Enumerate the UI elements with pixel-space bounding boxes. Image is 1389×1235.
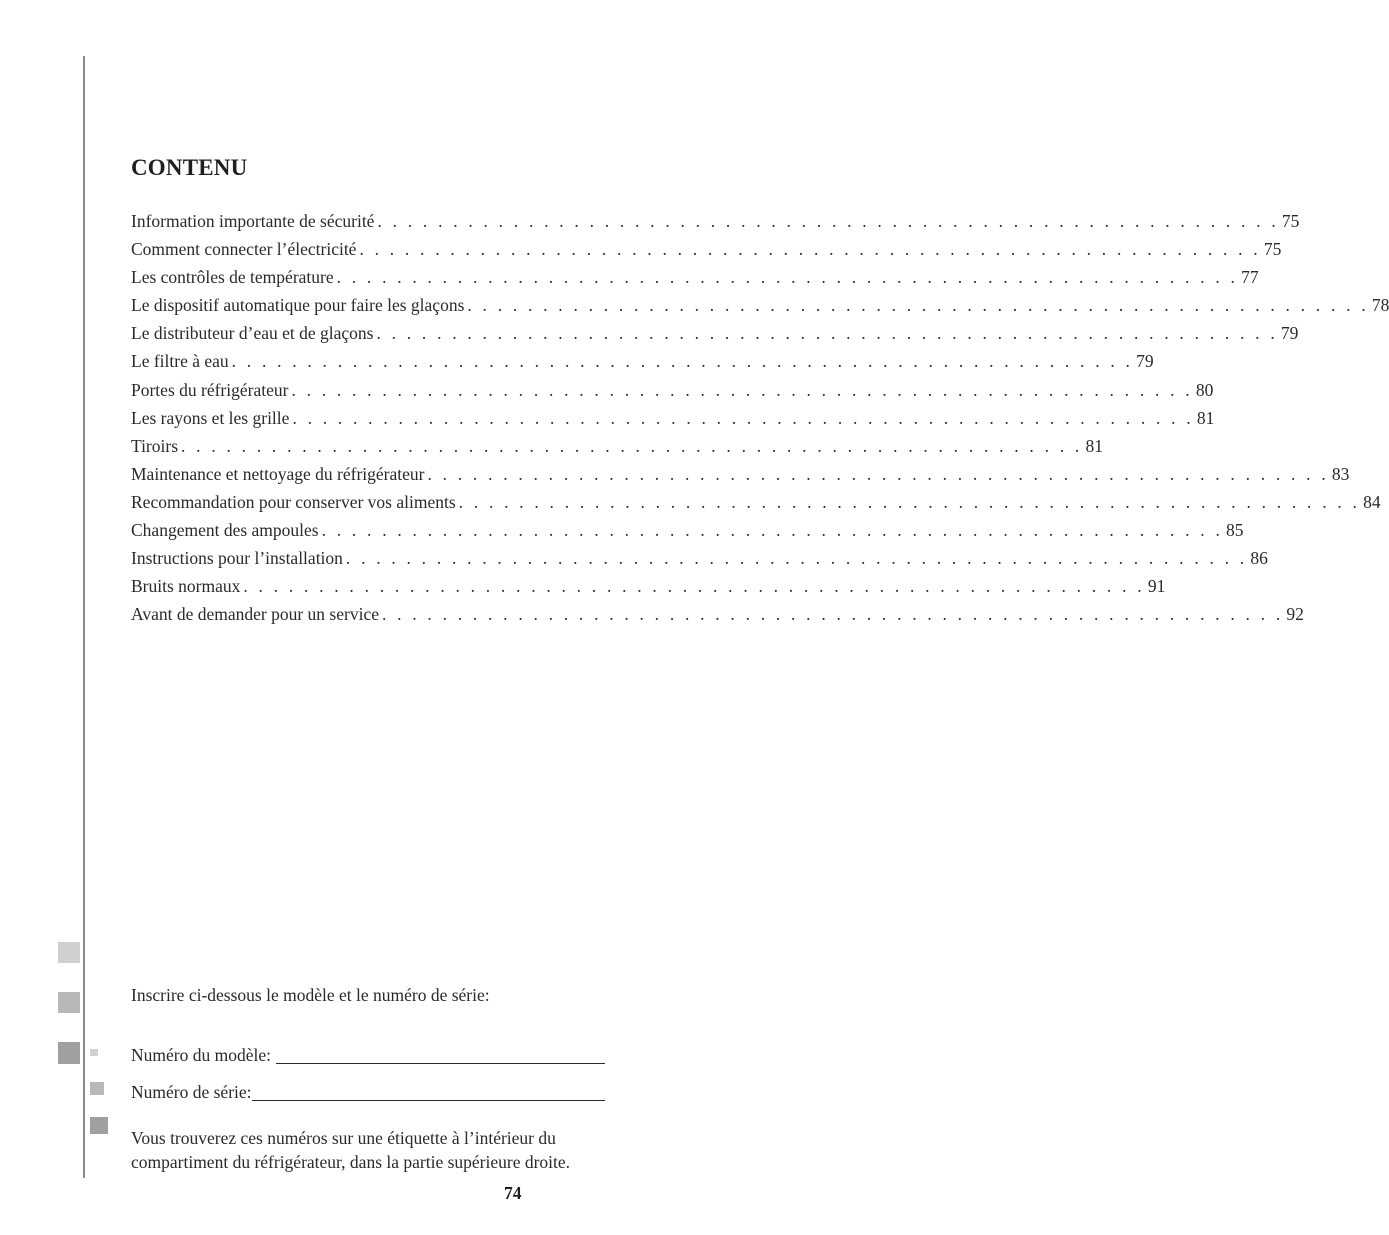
toc-entry-title: Changement des ampoules: [131, 520, 319, 541]
toc-entry-page: 79: [1280, 323, 1299, 344]
toc-entry-page: 75: [1281, 211, 1300, 231]
toc-entry-title: Portes du réfrigérateur: [131, 379, 289, 400]
toc-entry-page: 81: [1196, 407, 1215, 428]
decor-square-6: [90, 1117, 108, 1134]
toc-entry: [131, 407, 1215, 436]
toc-entry: [131, 463, 1350, 492]
decor-square-1: [58, 942, 80, 963]
toc-entry: [131, 351, 1154, 379]
toc-leader-dots: . . . . . . . . . . . . . . . . . . . . . . . . . . . . . . . . . . . . . . . . . . . . . . . . . . . . . . . . . . . .: [381, 604, 1284, 625]
toc-entry-page: 85: [1226, 520, 1244, 541]
toc-leader-dots: . . . . . . . . . . . . . . . . . . . . . . . . . . . . . . . . . . . . . . . . . . . . . . . . . . . . . . . . . . . .: [427, 463, 1329, 484]
toc-leader-dots: . . . . . . . . . . . . . . . . . . . . . . . . . . . . . . . . . . . . . . . . . . . . . . . . . . . . . . . . . . . .: [243, 576, 1145, 597]
toc-entry-page: 77: [1241, 267, 1259, 288]
toc-entry-title: Les rayons et les grille: [131, 407, 290, 428]
toc-leader-dots: . . . . . . . . . . . . . . . . . . . . . . . . . . . . . . . . . . . . . . . . . . . . . . . . . . . . . . . . . . . .: [359, 239, 1261, 260]
toc-entry: [131, 379, 1214, 408]
toc-entry: [131, 267, 1259, 295]
toc-entry: [131, 295, 1389, 323]
toc-leader-dots: . . . . . . . . . . . . . . . . . . . . . . . . . . . . . . . . . . . . . . . . . . . . . . . . . . . . . . . . . . . .: [292, 407, 1194, 428]
toc-entry: [131, 239, 1282, 267]
toc-entry-title: Le distributeur d’eau et de glaçons: [131, 323, 374, 344]
serial-number-line[interactable]: [252, 1085, 605, 1101]
toc-entry-title: Avant de demander pour un service: [131, 604, 379, 625]
decor-square-3: [58, 1042, 80, 1064]
toc-entry: [131, 491, 1381, 520]
decor-square-5: [90, 1082, 104, 1095]
toc-entry-title: Maintenance et nettoyage du réfrigérateur: [131, 463, 425, 484]
margin-rule: [83, 56, 85, 1178]
decor-square-2: [58, 992, 80, 1013]
toc-leader-dots: . . . . . . . . . . . . . . . . . . . . . . . . . . . . . . . . . . . . . . . . . . . . . . . . . . . . . . . . . . . .: [291, 379, 1193, 400]
toc-entry-page: 91: [1147, 576, 1166, 597]
toc-entry: [131, 323, 1299, 351]
toc-entry-title: Instructions pour l’installation: [131, 548, 343, 569]
model-number-label: Numéro du modèle:: [131, 1045, 271, 1065]
toc-leader-dots: . . . . . . . . . . . . . . . . . . . . . . . . . . . . . . . . . . . . . . . . . . . . . . . . . . . . . . . . . . . .: [467, 295, 1369, 316]
record-intro: Inscrire ci-dessous le modèle et le numéro de série:: [131, 985, 490, 1005]
toc-entry-title: Recommandation pour conserver vos aliments: [131, 491, 456, 512]
location-note-line-2: compartiment du réfrigérateur, dans la partie supérieure droite.: [131, 1152, 571, 1172]
toc-entry-page: 80: [1195, 379, 1214, 400]
toc-leader-dots: . . . . . . . . . . . . . . . . . . . . . . . . . . . . . . . . . . . . . . . . . . . . . . . . . . . . . . . . . . . .: [336, 267, 1239, 288]
toc-entry: [131, 604, 1304, 632]
toc-entry: [131, 576, 1166, 604]
toc-entry: [131, 548, 1268, 576]
toc-leader-dots: . . . . . . . . . . . . . . . . . . . . . . . . . . . . . . . . . . . . . . . . . . . . . . . . . . . . . . . . . . . .: [231, 351, 1134, 372]
toc-entry-page: 75: [1263, 239, 1282, 260]
toc-entry-title: Information importante de sécurité: [131, 211, 375, 231]
toc-entry-title: Bruits normaux: [131, 576, 241, 597]
toc-leader-dots: . . . . . . . . . . . . . . . . . . . . . . . . . . . . . . . . . . . . . . . . . . . . . . . . . . . . . . . . . . . .: [377, 211, 1279, 231]
location-note-line-1: Vous trouverez ces numéros sur une étiquette à l’intérieur du: [131, 1128, 556, 1148]
toc-entry-page: 79: [1136, 351, 1154, 372]
toc-entry: [131, 435, 1103, 464]
decor-square-4: [90, 1049, 98, 1056]
toc-leader-dots: . . . . . . . . . . . . . . . . . . . . . . . . . . . . . . . . . . . . . . . . . . . . . . . . . . . . . . . . . . . .: [345, 548, 1248, 569]
toc-leader-dots: . . . . . . . . . . . . . . . . . . . . . . . . . . . . . . . . . . . . . . . . . . . . . . . . . . . . . . . . . . . .: [458, 491, 1361, 512]
toc-entry-title: Comment connecter l’électricité: [131, 239, 357, 260]
toc-entry-title: Le dispositif automatique pour faire les glaçons: [131, 295, 465, 316]
location-note: [131, 1126, 611, 1174]
toc-entry-page: 83: [1331, 463, 1350, 484]
serial-number-field[interactable]: [131, 1082, 605, 1103]
toc-entry-title: Tiroirs: [131, 435, 179, 456]
model-number-field[interactable]: [131, 1045, 605, 1066]
serial-number-label: Numéro de série:: [131, 1082, 252, 1102]
contents-heading: CONTENU: [131, 155, 248, 180]
toc-entry-title: Les contrôles de température: [131, 267, 334, 288]
toc-entry-page: 81: [1085, 435, 1103, 456]
toc-entry-title: Le filtre à eau: [131, 351, 229, 372]
toc-entry-page: 92: [1286, 604, 1304, 625]
toc-leader-dots: . . . . . . . . . . . . . . . . . . . . . . . . . . . . . . . . . . . . . . . . . . . . . . . . . . . . . . . . . . . .: [376, 323, 1278, 344]
toc-leader-dots: . . . . . . . . . . . . . . . . . . . . . . . . . . . . . . . . . . . . . . . . . . . . . . . . . . . . . . . . . . . .: [321, 520, 1224, 541]
table-of-contents: [131, 211, 1389, 632]
toc-entry-page: 86: [1250, 548, 1268, 569]
toc-entry-page: 84: [1363, 491, 1381, 512]
model-number-line[interactable]: [276, 1048, 605, 1064]
toc-entry: [131, 520, 1244, 548]
toc-entry: [131, 211, 1300, 239]
toc-entry-page: 78: [1371, 295, 1389, 316]
page-number: 74: [504, 1183, 522, 1203]
toc-leader-dots: . . . . . . . . . . . . . . . . . . . . . . . . . . . . . . . . . . . . . . . . . . . . . . . . . . . . . . . . . . . .: [181, 435, 1083, 456]
